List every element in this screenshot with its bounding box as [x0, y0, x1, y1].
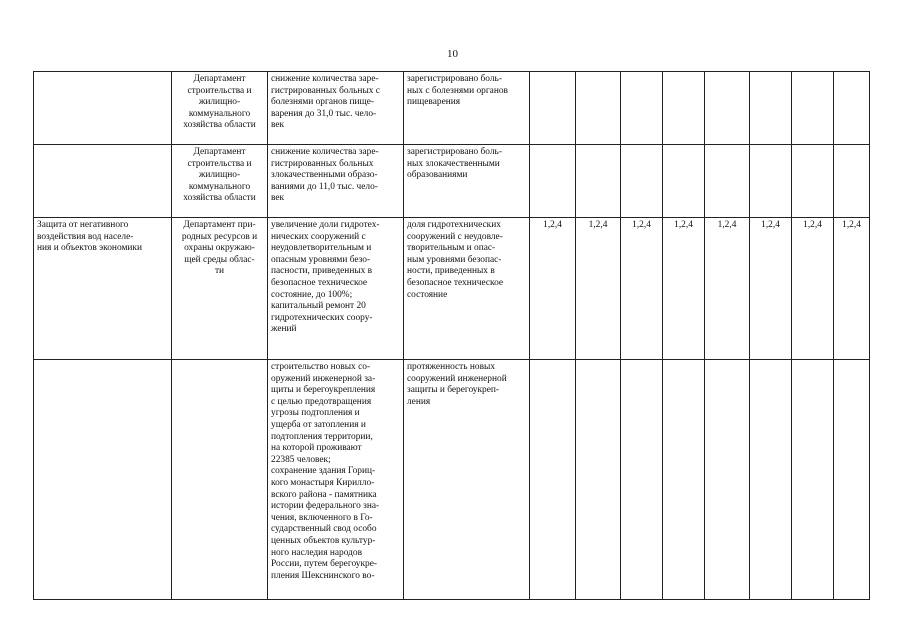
value-cell — [621, 360, 663, 600]
result-cell: строительство новых со- оружений инженерной за- щиты и берегоукрепления с целью предотвращения угрозы подтопления и ущерба от затопления и подтопления территории, на которой проживают 22385 человек; сохранение здания Гориц- кого монастыря Кирилло- вского района - памятника истории федерального зна- чения, включенного в Го- сударственный свод особо ценных объектов культур- ного наследия народов России, путем берегоукре- пления Шекснинского во- — [268, 360, 404, 600]
value-cell: 1,2,4 — [705, 218, 750, 360]
indicator-cell: доля гидротехнических сооружений с неудовле- творительным и опас- ным уровнями безопас- ности, приведенных в безопасное техническое состояние — [404, 218, 530, 360]
executor-cell: Департамент строительства и жилищно- коммунального хозяйства области — [172, 72, 268, 145]
value-cell — [621, 72, 663, 145]
area-cell — [34, 72, 172, 145]
value-cell — [663, 72, 705, 145]
value-cell — [576, 360, 621, 600]
indicator-cell: протяженность новых сооружений инженерной защиты и берегоукреп- ления — [404, 360, 530, 600]
value-cell — [530, 145, 576, 218]
value-cell — [834, 72, 870, 145]
executor-cell — [172, 360, 268, 600]
executor-cell: Департамент строительства и жилищно- коммунального хозяйства области — [172, 145, 268, 218]
result-cell: снижение количества заре- гистрированных больных злокачественными образо- ваниями до 11,0 тыс. чело- век — [268, 145, 404, 218]
table-row — [34, 145, 870, 218]
value-cell: 1,2,4 — [750, 218, 792, 360]
area-cell: Защита от негативного воздействия вод населе- ния и объектов экономики — [34, 218, 172, 360]
value-cell — [834, 360, 870, 600]
value-cell — [750, 360, 792, 600]
executor-cell: Департамент при- родных ресурсов и охраны окружаю- щей среды облас- ти — [172, 218, 268, 360]
value-cell — [834, 145, 870, 218]
table-row — [34, 218, 870, 360]
value-cell: 1,2,4 — [621, 218, 663, 360]
table-row — [34, 72, 870, 145]
page-number: 10 — [447, 48, 458, 60]
program-table — [33, 71, 870, 600]
value-cell: 1,2,4 — [663, 218, 705, 360]
value-cell — [621, 145, 663, 218]
value-cell — [705, 360, 750, 600]
indicator-cell: зарегистрировано боль- ных с болезнями органов пищеварения — [404, 72, 530, 145]
value-cell: 1,2,4 — [834, 218, 870, 360]
area-cell — [34, 145, 172, 218]
value-cell — [663, 145, 705, 218]
value-cell: 1,2,4 — [530, 218, 576, 360]
table-row — [34, 360, 870, 600]
indicator-cell: зарегистрировано боль- ных злокачественными образованиями — [404, 145, 530, 218]
value-cell — [705, 145, 750, 218]
value-cell — [530, 72, 576, 145]
value-cell — [792, 145, 834, 218]
value-cell — [663, 360, 705, 600]
value-cell — [750, 145, 792, 218]
value-cell — [530, 360, 576, 600]
value-cell: 1,2,4 — [576, 218, 621, 360]
result-cell: увеличение доли гидротех- нических сооружений с неудовлетворительным и опасным уровнями безо- пасности, приведенных в безопасное техническое состояние, до 100%; капитальный ремонт 20 гидротехнических соору- жений — [268, 218, 404, 360]
value-cell — [792, 72, 834, 145]
value-cell: 1,2,4 — [792, 218, 834, 360]
value-cell — [576, 72, 621, 145]
value-cell — [576, 145, 621, 218]
value-cell — [750, 72, 792, 145]
area-cell — [34, 360, 172, 600]
value-cell — [705, 72, 750, 145]
value-cell — [792, 360, 834, 600]
result-cell: снижение количества заре- гистрированных больных с болезнями органов пище- варения до 31,0 тыс. чело- век — [268, 72, 404, 145]
